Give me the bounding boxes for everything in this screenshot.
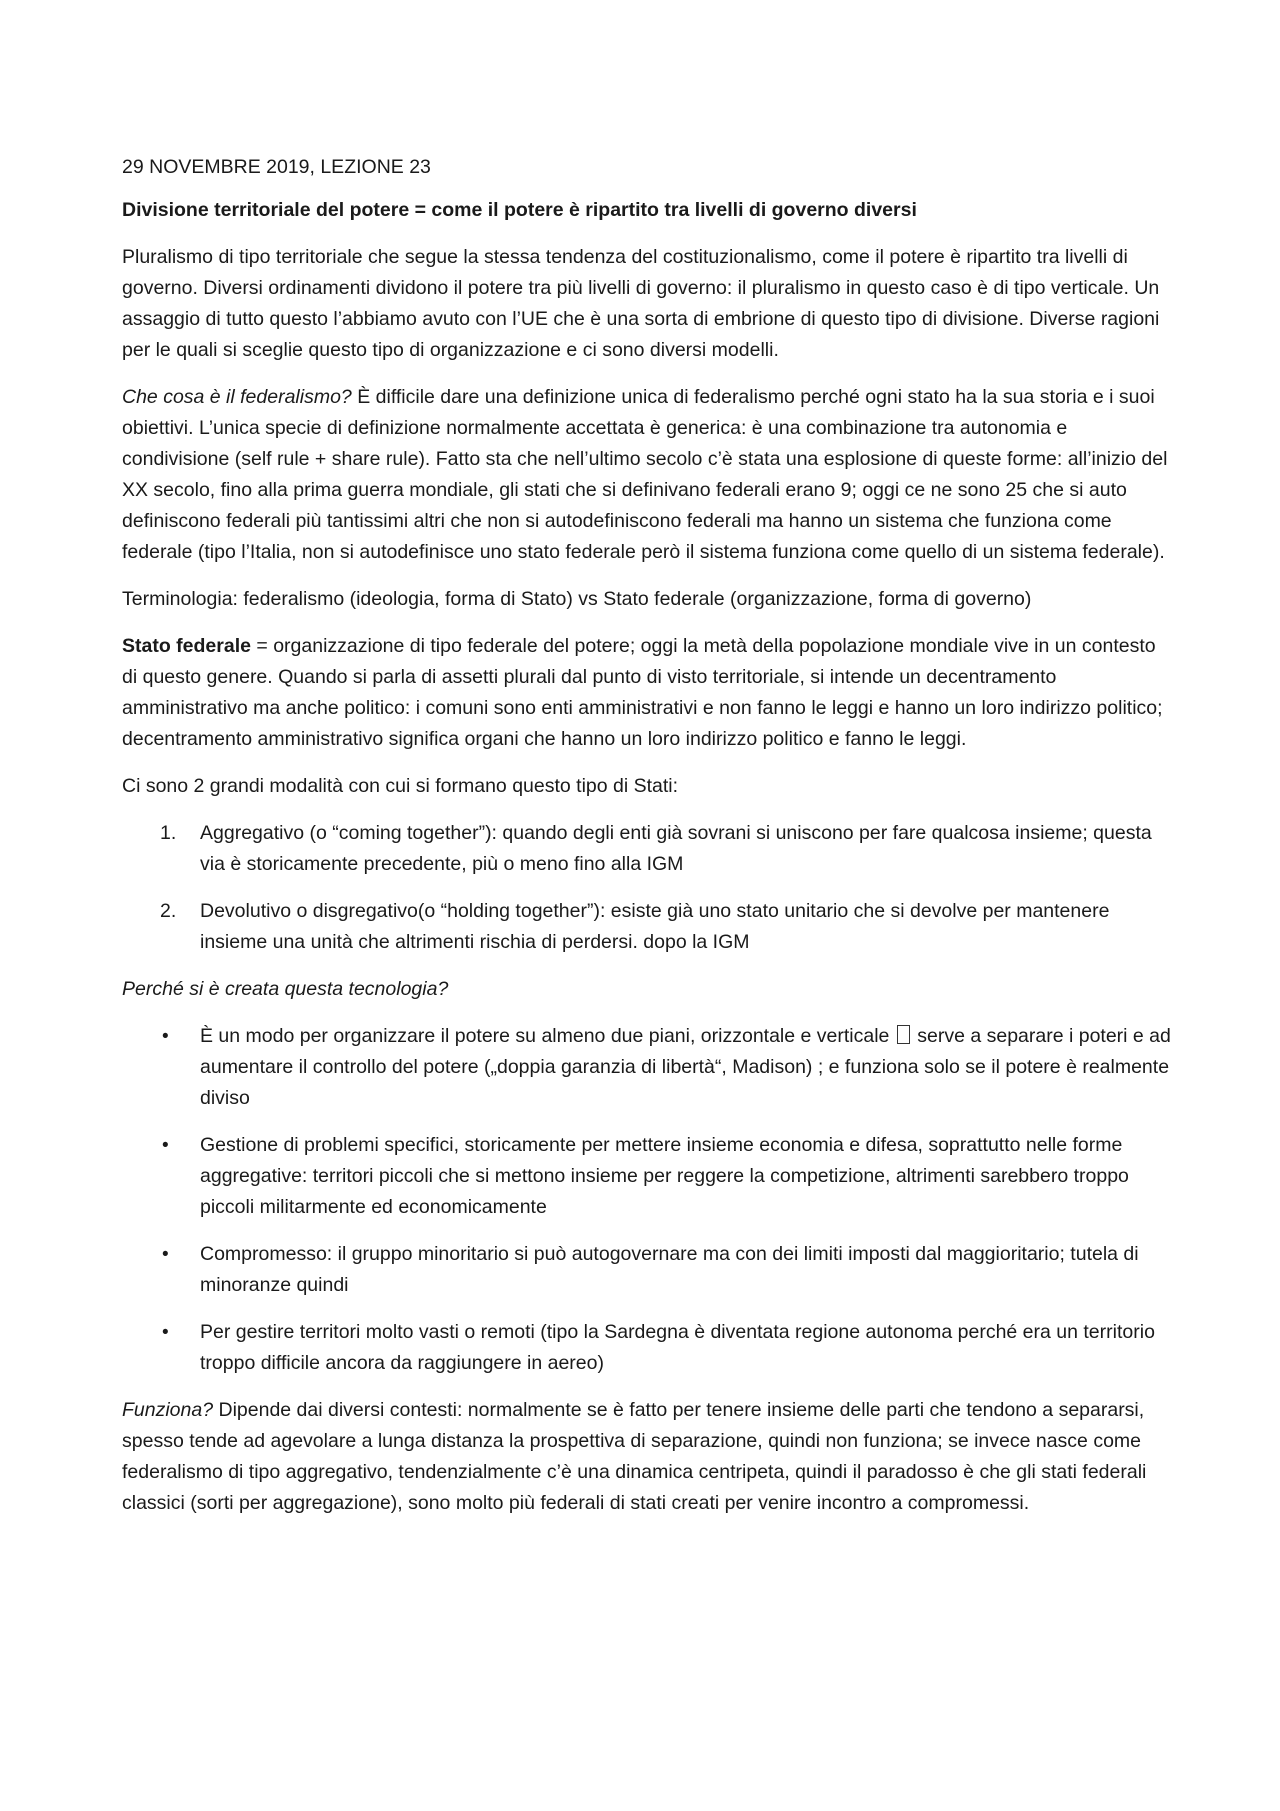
date-line: 29 NOVEMBRE 2019, LEZIONE 23 <box>122 156 431 178</box>
stato-federale-text: = organizzazione di tipo federale del potere; oggi la metà della popolazione mondiale vive in un contesto di questo genere. Quando si parla di assetti plurali dal punto di visto territoriale, si intende un decentramento amministrativo ma anche politico: i comuni sono enti amministrativi e non fanno le leggi e hanno un loro indirizzo politico; decentramento amministrativo significa organi che hanno un loro indirizzo politico e fanno le leggi. <box>122 635 1163 750</box>
list-item <box>122 896 1172 958</box>
perche-question <box>122 974 1172 1005</box>
list-item <box>122 1021 1172 1114</box>
list-item <box>122 1130 1172 1223</box>
list-item <box>122 1239 1172 1301</box>
list-item <box>122 818 1172 880</box>
list-item-text: Gestione di problemi specifici, storicamente per mettere insieme economia e difesa, soprattutto nelle forme aggregative: territori piccoli che si mettono insieme per reggere la competizione, altrimenti sarebbero troppo piccoli militarmente ed economicamente <box>200 1134 1129 1218</box>
list-number: 2. <box>160 900 177 922</box>
perche-bullet-list <box>122 1021 1172 1379</box>
stato-federale-term: Stato federale <box>122 635 251 657</box>
stato-federale-paragraph <box>122 631 1172 755</box>
perche-question-text: Perché si è creata questa tecnologia? <box>122 978 449 1000</box>
bullet-icon: • <box>162 1026 169 1047</box>
modalita-intro: Ci sono 2 grandi modalità con cui si formano questo tipo di Stati: <box>122 775 679 797</box>
list-item-text-after: serve a separare i poteri e ad aumentare il controllo del potere („doppia garanzia di libertà“, Madison) ; e funziona solo se il potere è realmente diviso <box>200 1025 1171 1109</box>
bullet-icon: • <box>162 1322 169 1343</box>
list-item-text: Aggregativo (o “coming together”): quando degli enti già sovrani si uniscono per fare qualcosa insieme; questa via è storicamente precedente, più o meno fino alla IGM <box>200 822 1152 875</box>
list-item-text: Devolutivo o disgregativo(o “holding together”): esiste già uno stato unitario che si devolve per mantenere insieme una unità che altrimenti rischia di perdersi. dopo la IGM <box>200 900 1110 953</box>
modalita-list <box>122 818 1172 958</box>
funziona-paragraph <box>122 1395 1172 1519</box>
intro-paragraph: Pluralismo di tipo territoriale che segue la stessa tendenza del costituzionalismo, come il potere è ripartito tra livelli di governo. Diversi ordinamenti dividono il potere tra più livelli di governo: il pluralismo in questo caso è di tipo verticale. Un assaggio di tutto questo l’abbiamo avuto con l’UE che è una sorta di embrione di questo tipo di divisione. Diverse ragioni per le quali si sceglie questo tipo di organizzazione e ci sono diversi modelli. <box>122 246 1160 361</box>
missing-glyph-icon <box>897 1025 910 1044</box>
list-number: 1. <box>160 822 177 844</box>
list-item <box>122 1317 1172 1379</box>
terminologia-paragraph: Terminologia: federalismo (ideologia, forma di Stato) vs Stato federale (organizzazione, forma di governo) <box>122 588 1032 610</box>
list-item-text: Compromesso: il gruppo minoritario si può autogovernare ma con dei limiti imposti dal maggioritario; tutela di minoranze quindi <box>200 1243 1139 1296</box>
bullet-icon: • <box>162 1244 169 1265</box>
federalismo-question: Che cosa è il federalismo? <box>122 386 352 408</box>
federalismo-paragraph <box>122 382 1172 568</box>
list-item-text-before: È un modo per organizzare il potere su almeno due piani, orizzontale e verticale <box>200 1025 895 1047</box>
funziona-question: Funziona? <box>122 1399 214 1421</box>
list-item-text: Per gestire territori molto vasti o remoti (tipo la Sardegna è diventata regione autonoma perché era un territorio troppo difficile ancora da raggiungere in aereo) <box>200 1321 1155 1374</box>
bullet-icon: • <box>162 1135 169 1156</box>
federalismo-text: È difficile dare una definizione unica di federalismo perché ogni stato ha la sua storia e i suoi obiettivi. L’unica specie di definizione normalmente accettata è generica: è una combinazione tra autonomia e condivisione (self rule + share rule). Fatto sta che nell’ultimo secolo c’è stata una esplosione di queste forme: all’inizio del XX secolo, fino alla prima guerra mondiale, gli stati che si definivano federali erano 9; oggi ce ne sono 25 che si auto definiscono federali più tantissimi altri che non si autodefiniscono federali ma hanno un sistema che funziona come federale (tipo l’Italia, non si autodefinisce uno stato federale però il sistema funziona come quello di un sistema federale). <box>122 386 1168 563</box>
funziona-text: Dipende dai diversi contesti: normalmente se è fatto per tenere insieme delle parti che tendono a separarsi, spesso tende ad agevolare a lunga distanza la prospettiva di separazione, quindi non funziona; se invece nasce come federalismo di tipo aggregativo, tendenzialmente c’è una dinamica centripeta, quindi il paradosso è che gli stati federali classici (sorti per aggregazione), sono molto più federali di stati creati per venire incontro a compromessi. <box>122 1399 1147 1514</box>
section-title: Divisione territoriale del potere = come il potere è ripartito tra livelli di governo diversi <box>122 199 917 221</box>
document-page <box>122 152 1172 1535</box>
